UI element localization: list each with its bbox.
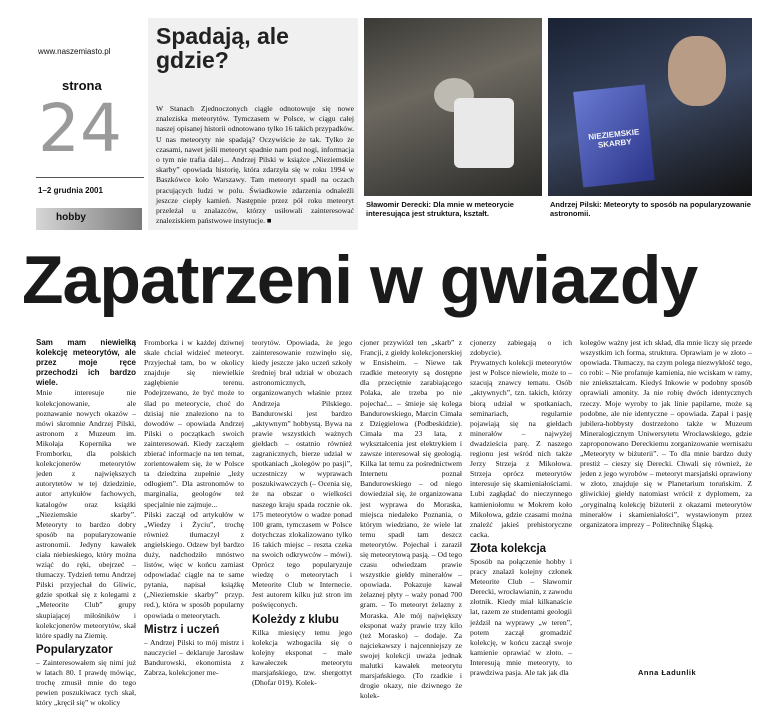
column-2	[144, 338, 244, 678]
paragraph: cjoner przywiózł ten „skarb” z Francji, z giełdy kolekcjonerskiej w Ensisheim. – Niewe tak rzadkie meteoryty są dostępne dla przeciętnie zarabiającego Polaka, ale trzeba po nie pojechać... – śmieje się kolega Bandurowskiego, Marcin Cimała z Dzięgielowa (Podbeskidzie). Cimała ma 23 lata, z wykształcenia jest elektrykiem i zawsze interesował się geologią. Kilka lat temu za pośrednictwem Internetu poznał Bandurowskiego – od niego dowiedział się, że organizowana jest wyprawa do Moraska, miejsca niedaleko Poznania, o którym wiedziano, że wiele lat temu spadł tam deszcz meteorytów. Pojechał i zaraził się meteorytową pasją. – Od tego czasu odwiedzam prawie wszystkie giełdy minerałów – opowiada. Pokazuje kawał żelaznej płyty – waży ponad 700 gram. – To meteoryt żelazny z Moraska. Ale mój największy eksponat waży prawie trzy kilo (też Morasko) – dodaje. Za najciekawszy i najcenniejszy ze swojej kolekcji uważa jednak malutki kawałek meteorytu marsjańskiego. (To rzadkie i drogie okazy, nie dziwnego że kolek-	[360, 338, 462, 701]
article-lead: Sam mam niewielką kolekcję meteorytów, ale przez moje ręce przechodzi ich bardzo wiele.	[36, 338, 136, 388]
section-bar	[36, 208, 142, 230]
teaser-box	[148, 18, 358, 230]
author-signature: Anna Ładunlik	[638, 668, 697, 677]
paragraph: Kilka miesięcy temu jego kolekcja wzbogaciła się o kolejny eksponat – małe kawałeczek meteorytu marsjańskiego, tzw. shergottyt (Dhofar 019). Kolek-	[252, 627, 352, 688]
teaser-title: Spadają, ale gdzie?	[156, 23, 289, 73]
microscope-shape	[454, 98, 514, 168]
book-cover	[573, 84, 655, 187]
masthead-rule	[36, 177, 144, 178]
person-face-shape	[668, 36, 726, 106]
photo-derecki	[364, 18, 542, 196]
subheading-zlota: Złota kolekcja	[470, 542, 547, 555]
column-4	[360, 338, 462, 701]
paragraph: – Andrzej Pilski to mój mistrz i nauczyciel – deklaruje Jarosław Bandurowski, ekonomista z Zabrza, kolekcjoner me-	[144, 637, 244, 677]
subheading-popularyzator: Popularyzator	[36, 643, 113, 656]
photo-caption-1: Sławomir Derecki: Dla mnie w meteorycie interesująca jest struktura, kształt.	[366, 200, 514, 218]
paragraph: teorytów. Opowiada, że jego zainteresowanie rozwinęło się, kiedy jeszcze jako uczeń szkoły średniej brał udział w obozach astronomicznych, organizowanych właśnie przez Andrzeja Pilskiego. Bandurowski jest bardzo „aktywnym” hobbystą. Bywa na prawie wszystkich ważnych giełdach – ostatnio również zagranicznych, bierze udział w spotkaniach „kolegów po pasji”, uczestniczy w wyprawach poszukiwawczych (– Ocenia się, że na obszar o wielkości naszego kraju spada rocznie ok. 175 meteorytów o wadze ponad 100 gram, tymczasem w Polsce dotychczas zlokalizowano tylko 16 takich miejsc – reszta czeka na swoich odkrywców – mówi). Oprócz tego popularyzuje wiedzę o meteorytach i Meteorite Club w Internecie. Jest autorem kilku już stron im poświęconych.	[252, 338, 352, 610]
paragraph: Pilski zaczął od artykułów w „Wiedzy i Życiu”, trochę również tłumaczył z angielskiego. Odzew był bardzo duży, nadchodziło mnóstwo listów, więc w końcu zamiast odpowiadać ciągle na te same pytania, napisał książkę („Nieziemskie skarby” przyp. red.), która w sposób popularny opowiada o meteorytach.	[144, 509, 244, 620]
teaser-text: W Stanach Zjednoczonych ciągle odnotowuje się nowe znaleziska meteorytów. Tymczasem w Polsce, w ciągu całej naszej opisanej historii odnotowano tylko 16 takich przypadków. U nas meteoryty nie spadają? Oczywiście że tak. Tylko że czasami, nawet jeśli meteoryt spadnie nam pod nogi, informacja o tym nie trafia dalej... Andrzej Pilski w książce „Nieziemskie skarby” opowiada historię, która zdarzyła się w roku 1994 w Baszkówce koło Warszawy. Tam meteoryt spadł na oczach pracujących ludzi w polu. Świadkowie zdarzenia odnaleźli jeszcze ciepły kamień. Następnie przez pół roku meteoryt przeleżał u znalazców, którzy usiłowali zainteresować znaleziskiem państwowe instytucje. ■	[156, 104, 354, 226]
paragraph: Mnie interesuje nie kolekcjonowanie, ale poznawanie nowych okazów – mówi skromnie Andrzej Pilski, astronom z Muzeum im. Mikołaja Kopernika we Fromborku, dla polskich kolekcjonerów meteorytów jeden z największych autorytetów w tej dziedzinie, autor artykułów fachowych, katalogów oraz książki „Nieziemskie skarby”. Meteoryty to bardzo dobry sposób na popularyzowanie astronomii. Jedyny kawałek ciała niebieskiego, który można wziąć do ręki, obejrzeć – tłumaczy. Tydzień temu Andrzej Pilski przyjechał do Gliwic, gdzie spotkał się z kolegami z „Meteorite Club” grupy skupiającej miłośników i kolekcjonerów meteorytów, skał które spadły na Ziemię.	[36, 388, 136, 640]
paragraph: kolegów ważny jest ich skład, dla mnie liczy się przede wszystkim ich forma, struktura. Oprawiam je w złoto – opowiada. Tłumaczy, na czym polega niezwykłość tego, co robi: – Nie profanuje kamienia, nie wciskam w ramy, nie zniekształcam. Kiedyś Inkowie w podobny sposób oprawiali amonity. Ja nie robię dwóch identycznych rzeczy. Moje wyroby to jak linie papilarne, może są podobne, ale nie identyczne – opowiada. Zapał i pasję jubilera-hobbysty dostrzeżono także w Muzeum Mineralogicznym Uniwersytetu Wrocławskiego, gdzie zaproponowano Dereckiemu zorganizowanie wernisażu „Meteoryty w biżuterii”. – To dla mnie bardzo duży prestiż – cieszy się Derecki. Chwali się również, że jeden z jego wyrobów – meteoryt marsjański oprawiony w złoto, znajduje się w Planetarium toruńskim. Z gliwickiej giełdy natomiast wrócił z dyplomem, za „oryginalną kolekcję biżuterii z okazami meteorytów minerałów i skamieniałości”, wystawionym przez organizatora imprezy – Politechnikę Śląską.	[580, 338, 752, 529]
photo-caption-2: Andrzej Pilski: Meteoryty to sposób na popularyzowanie astronomii.	[550, 200, 751, 218]
column-6	[580, 338, 752, 530]
article-headline: Zapatrzeni w gwiazdy	[22, 242, 698, 318]
subheading-kolezdy: Koleżdy z klubu	[252, 613, 339, 626]
column-5	[470, 338, 572, 678]
paragraph: cjonerzy zabiegają o ich zdobycie).	[470, 338, 572, 358]
photo-pilski	[548, 18, 752, 196]
site-url: www.naszemiasto.pl	[38, 47, 111, 56]
paragraph: Sposób na połączenie hobby i pracy znalazł kolejny członek Meteorite Club – Sławomir Derecki, wrocławianin, z zawodu złotnik. Kiedy miał kilkanaście lat, razem ze studentami geologii jeździł na wyprawy „w teren”, potem zaczął gromadzić kolekcję, w końcu zaczął swoje kamienie oprawiać w złoto. – Interesują mnie meteoryty, to prawdziwa pasja. Ale tak jak dla	[470, 556, 572, 677]
book-title: NIEZIEMSKIE SKARBY	[587, 127, 640, 150]
issue-date: 1–2 grudnia 2001	[38, 186, 103, 195]
page-label: strona	[62, 78, 102, 93]
paragraph: – Zainteresowałem się nimi już w latach 80. I prawdę mówiąc, trochę zmusił mnie do tego pewien poszukiwacz tych skał, który „kręcił się” w okolicy	[36, 657, 136, 708]
subheading-mistrz: Mistrz i uczeń	[144, 623, 220, 636]
paragraph: Fromborka i w każdej dziwnej skale chciał widzieć meteoryt. Przyjechał tam, bo w okolicy znajduje się niewielkie zagłębienie terenu. Podejrzewano, że być może to ślad po meteorycie, choć do dzisiaj nie znaleziono na to dowodów – opowiada Andrzej Pilski o początkach swoich zainteresowań. Kiedy zacząłem zbierać informacje na ten temat, zorientowałem się, że w Polsce ta dziedzina zupełnie „leży odłogiem”. Dla astronomów to marginalia, geologów też specjalnie nie zajmuje...	[144, 338, 244, 509]
column-3	[252, 338, 352, 688]
column-1	[36, 338, 136, 708]
paragraph: Prywatnych kolekcji meteorytów jest w Polsce niewiele, może to – szacują znawcy tematu. Osób „aktywnych”, tzn. takich, którzy biorą udział w spotkaniach, seminariach, regularnie pojawiają się na giełdach minerałów – najwyżej dwadzieścia parę. Z naszego regionu jest wśród nich także Jerzy Strzeja z Mikołowa. Strzeja oprócz meteorytów interesuje się skamieniałościami. Lubi zagłądać do nieczynnego kamieniołomu w Mokrem koło Mikołowa, gdzie czasami można znaleźć jakieś prehistoryczne cacka.	[470, 358, 572, 539]
page-number: 24	[38, 90, 122, 167]
section-label: hobby	[56, 212, 86, 223]
